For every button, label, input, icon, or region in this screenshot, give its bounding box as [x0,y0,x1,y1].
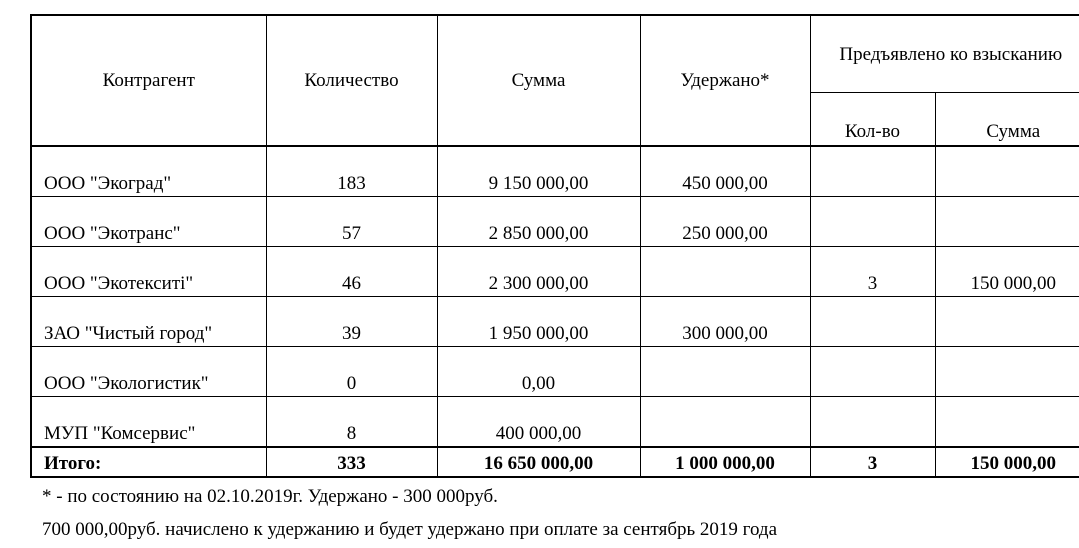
cell-name: ООО "Экотекситi" [31,247,266,297]
cell-name: ЗАО "Чистый город" [31,297,266,347]
cell-sum: 1 950 000,00 [437,297,640,347]
cell-claimed-qty: 3 [810,247,935,297]
cell-name: ООО "Экотранс" [31,197,266,247]
cell-sum: 400 000,00 [437,397,640,448]
footnote-line-1: * - по состоянию на 02.10.2019г. Удержано - 300 000руб. [42,486,498,507]
cell-withheld: 250 000,00 [640,197,810,247]
cell-sum: 9 150 000,00 [437,146,640,197]
table-row [31,146,1079,197]
total-quantity: 333 [266,447,437,477]
cell-quantity: 183 [266,146,437,197]
total-withheld: 1 000 000,00 [640,447,810,477]
cell-claimed-qty [810,347,935,397]
header-sum: Сумма [437,15,640,146]
cell-quantity: 39 [266,297,437,347]
cell-claimed-sum [935,347,1079,397]
cell-quantity: 0 [266,347,437,397]
header-quantity: Количество [266,15,437,146]
cell-claimed-sum [935,146,1079,197]
header-withheld: Удержано* [640,15,810,146]
cell-claimed-sum: 150 000,00 [935,247,1079,297]
header-claimed-group: Предъявлено ко взысканию [810,15,1079,93]
cell-name: ООО "Экологистик" [31,347,266,397]
table-row [31,397,1079,448]
cell-name: МУП "Комсервис" [31,397,266,448]
cell-claimed-qty [810,197,935,247]
total-row [31,447,1079,477]
cell-quantity: 8 [266,397,437,448]
cell-sum: 2 850 000,00 [437,197,640,247]
cell-sum: 2 300 000,00 [437,247,640,297]
cell-quantity: 57 [266,197,437,247]
header-claimed-sum: Сумма [935,93,1079,147]
cell-quantity: 46 [266,247,437,297]
report-table [30,14,1079,478]
cell-withheld [640,397,810,448]
cell-withheld: 450 000,00 [640,146,810,197]
total-claimed-sum: 150 000,00 [935,447,1079,477]
table-row [31,247,1079,297]
cell-name: ООО "Экоград" [31,146,266,197]
cell-withheld [640,347,810,397]
table-row [31,347,1079,397]
cell-claimed-qty [810,397,935,448]
cell-claimed-sum [935,197,1079,247]
cell-claimed-sum [935,397,1079,448]
cell-claimed-sum [935,297,1079,347]
cell-withheld [640,247,810,297]
cell-claimed-qty [810,297,935,347]
cell-withheld: 300 000,00 [640,297,810,347]
header-claimed-qty: Кол-во [810,93,935,147]
table-row [31,297,1079,347]
total-label: Итого: [31,447,266,477]
header-counterparty: Контрагент [31,15,266,146]
footnote-line-2: 700 000,00руб. начислено к удержанию и будет удержано при оплате за сентябрь 2019 года [42,519,778,540]
table-row [31,197,1079,247]
total-claimed-qty: 3 [810,447,935,477]
cell-sum: 0,00 [437,347,640,397]
cell-claimed-qty [810,146,935,197]
total-sum: 16 650 000,00 [437,447,640,477]
